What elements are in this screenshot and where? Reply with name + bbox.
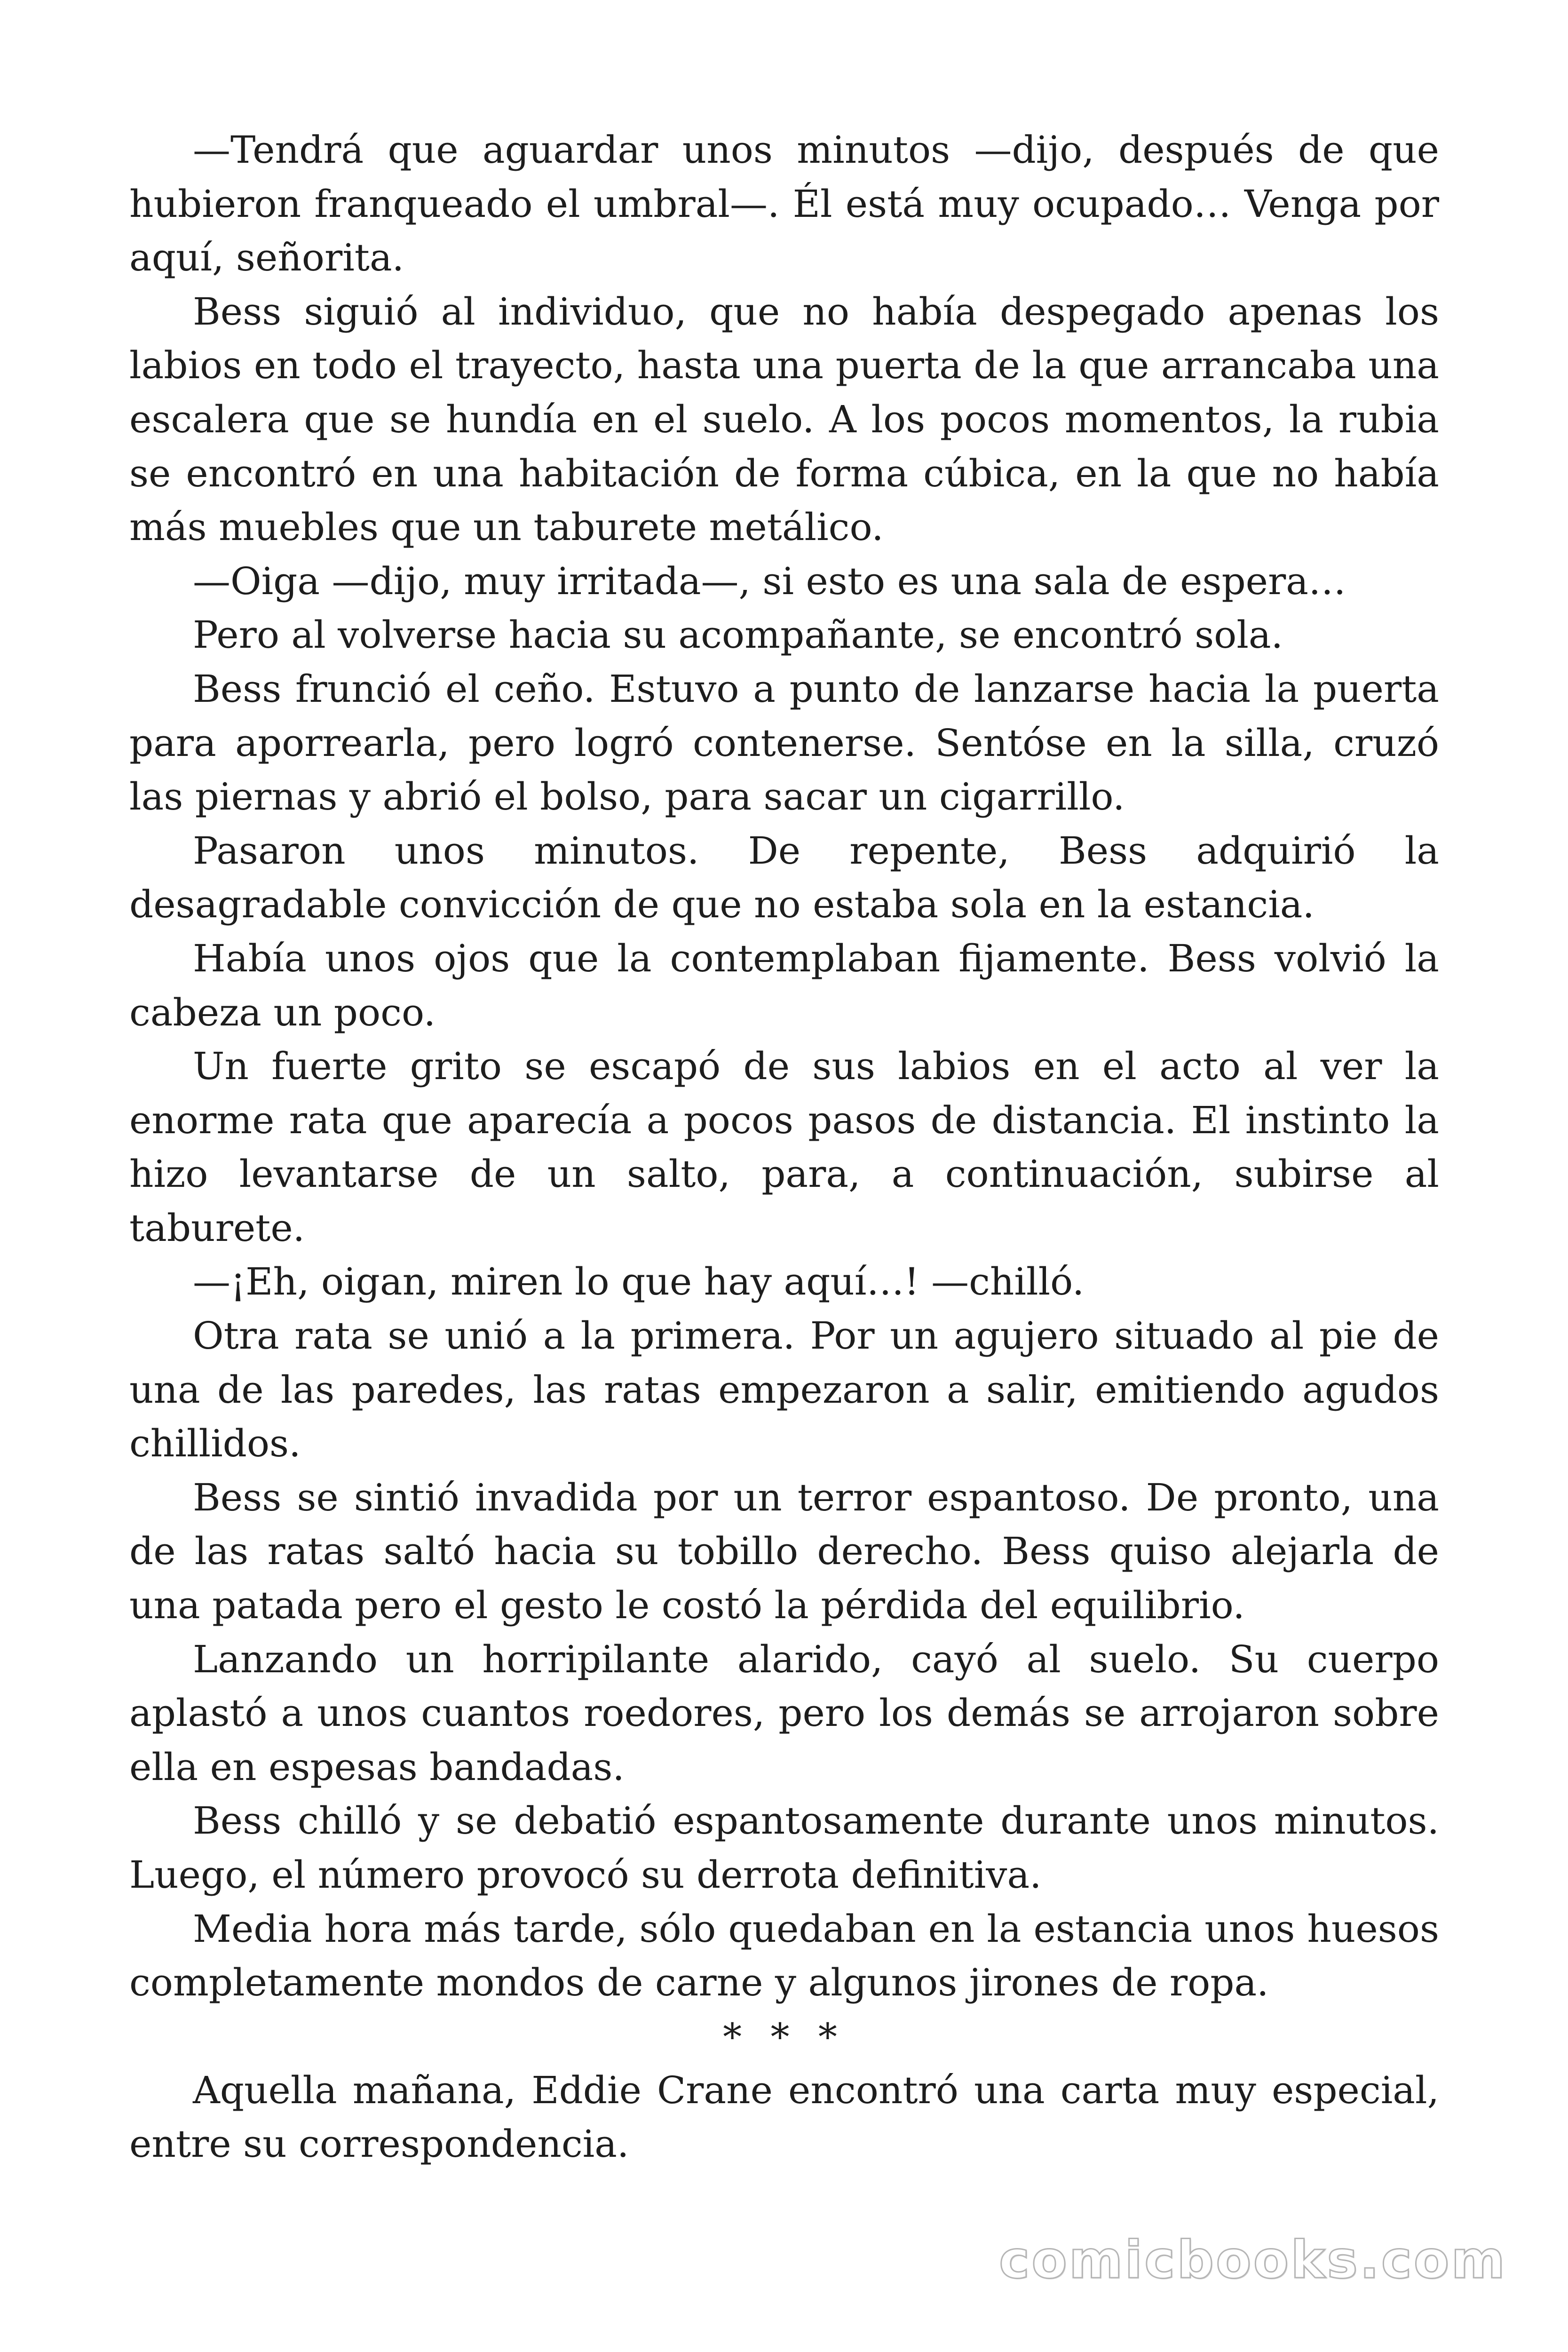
paragraph: Pasaron unos minutos. De repente, Bess adquirió la desagradable convicción de que no estaba sola en la estancia. [129, 828, 1439, 927]
paragraph: Bess chilló y se debatió espantosamente durante unos minutos. Luego, el número provocó su derrota definitiva. [129, 1799, 1439, 1897]
paragraph: Pero al volverse hacia su acompañante, se encontró sola. [193, 613, 1283, 657]
page-text [129, 123, 1439, 2171]
paragraph: Aquella mañana, Eddie Crane encontró una carta muy especial, entre su correspondencia. [129, 2068, 1439, 2166]
paragraph: Bess frunció el ceño. Estuvo a punto de lanzarse hacia la puerta para aporrearla, pero logró contenerse. Sentóse en la silla, cruzó las piernas y abrió el bolso, para sacar un cigarrillo. [129, 667, 1439, 819]
paragraph: Bess se sintió invadida por un terror espantoso. De pronto, una de las ratas saltó hacia su tobillo derecho. Bess quiso alejarla de una patada pero el gesto le costó la pérdida del equilibrio. [129, 1475, 1439, 1628]
watermark: comicbooks.com [999, 2230, 1507, 2290]
paragraph: Lanzando un horripilante alarido, cayó al suelo. Su cuerpo aplastó a unos cuantos roedores, pero los demás se arrojaron sobre ella en espesas bandadas. [129, 1637, 1439, 1789]
paragraph: —Tendrá que aguardar unos minutos —dijo, después de que hubieron franqueado el umbral—. Él está muy ocupado… Venga por aquí, señorita. [129, 128, 1439, 280]
paragraph: Un fuerte grito se escapó de sus labios en el acto al ver la enorme rata que aparecía a pocos pasos de distancia. El instinto la hizo levantarse de un salto, para, a continuación, subirse al taburete. [129, 1044, 1439, 1250]
paragraph: Había unos ojos que la contemplaban fijamente. Bess volvió la cabeza un poco. [129, 936, 1439, 1034]
paragraph: —Oiga —dijo, muy irritada—, si esto es una sala de espera… [193, 559, 1346, 603]
scene-separator: * * * [723, 2015, 846, 2059]
paragraph: Media hora más tarde, sólo quedaban en la estancia unos huesos completamente mondos de carne y algunos jirones de ropa. [129, 1907, 1439, 2005]
paragraph: Otra rata se unió a la primera. Por un agujero situado al pie de una de las paredes, las ratas empezaron a salir, emitiendo agudos chillidos. [129, 1314, 1439, 1466]
paragraph: —¡Eh, oigan, miren lo que hay aquí…! —chilló. [193, 1260, 1085, 1304]
paragraph: Bess siguió al individuo, que no había despegado apenas los labios en todo el trayecto, hasta una puerta de la que arrancaba una escalera que se hundía en el suelo. A los pocos momentos, la rubia se encontró en una habitación de forma cúbica, en la que no había más muebles que un taburete metálico. [129, 289, 1439, 549]
